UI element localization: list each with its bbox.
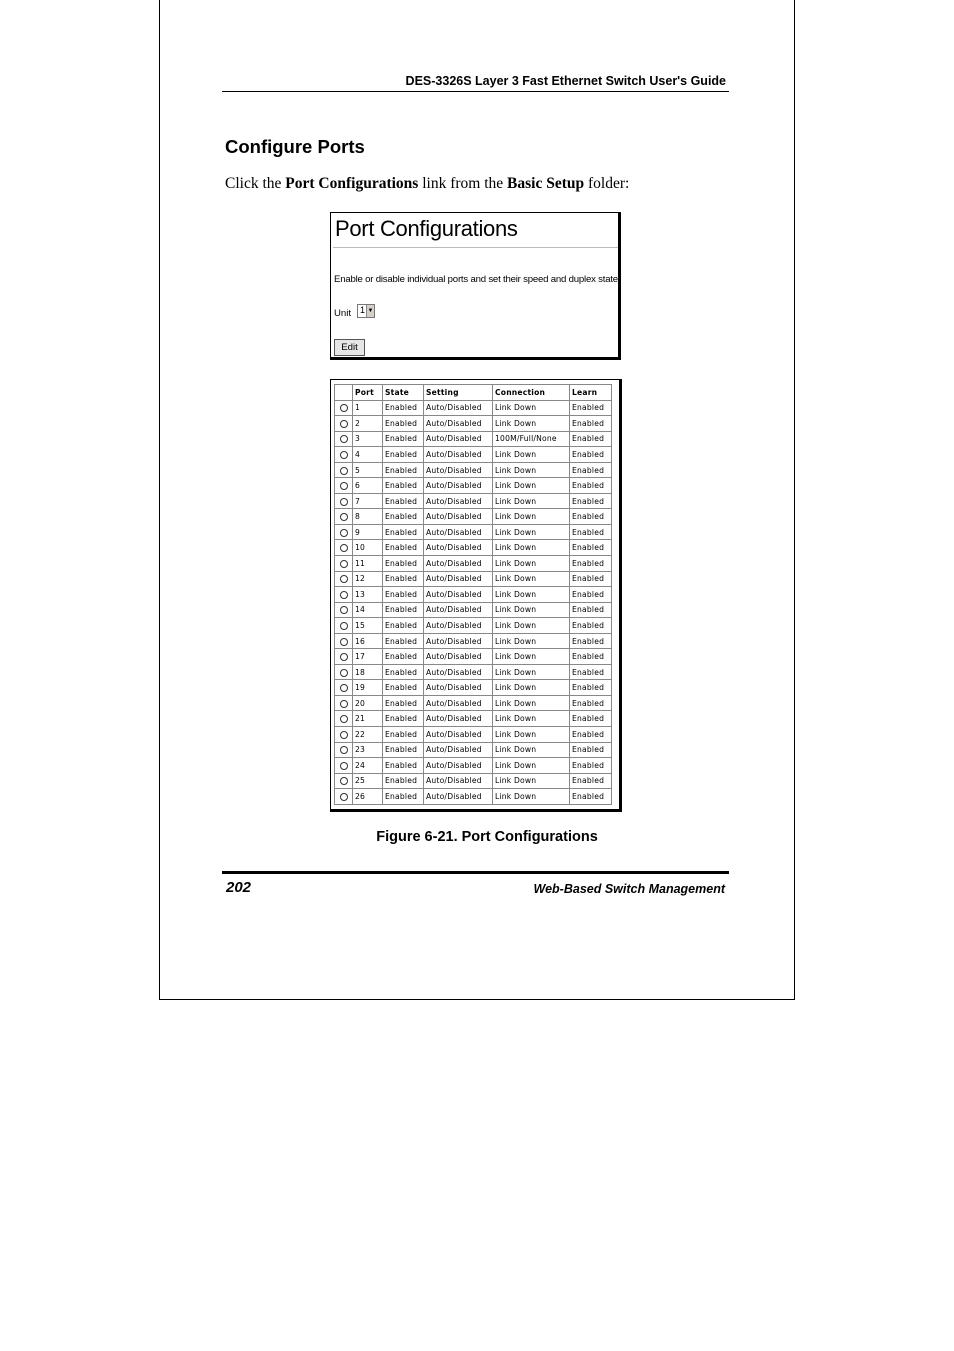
cell-learn: Enabled <box>570 540 612 556</box>
port-radio[interactable] <box>340 715 348 723</box>
row-select-cell <box>335 400 353 416</box>
table-row <box>335 727 612 743</box>
port-radio[interactable] <box>340 435 348 443</box>
port-radio[interactable] <box>340 684 348 692</box>
cell-setting: Auto/Disabled <box>424 649 493 665</box>
cell-port: 12 <box>353 571 383 587</box>
cell-learn: Enabled <box>570 478 612 494</box>
cell-setting: Auto/Disabled <box>424 478 493 494</box>
port-radio[interactable] <box>340 731 348 739</box>
cell-learn: Enabled <box>570 789 612 805</box>
port-radio[interactable] <box>340 762 348 770</box>
cell-connection: Link Down <box>493 602 570 618</box>
cell-setting: Auto/Disabled <box>424 462 493 478</box>
cell-state: Enabled <box>383 587 424 603</box>
port-radio[interactable] <box>340 777 348 785</box>
cell-setting: Auto/Disabled <box>424 695 493 711</box>
cell-state: Enabled <box>383 773 424 789</box>
cell-learn: Enabled <box>570 587 612 603</box>
table-row <box>335 758 612 774</box>
cell-learn: Enabled <box>570 556 612 572</box>
cell-learn: Enabled <box>570 649 612 665</box>
cell-setting: Auto/Disabled <box>424 447 493 463</box>
cell-setting: Auto/Disabled <box>424 789 493 805</box>
cell-setting: Auto/Disabled <box>424 400 493 416</box>
cell-state: Enabled <box>383 618 424 634</box>
table-row <box>335 524 612 540</box>
cell-setting: Auto/Disabled <box>424 571 493 587</box>
cell-connection: Link Down <box>493 618 570 634</box>
cell-port: 15 <box>353 618 383 634</box>
cell-learn: Enabled <box>570 758 612 774</box>
cell-connection: 100M/Full/None <box>493 431 570 447</box>
cell-learn: Enabled <box>570 400 612 416</box>
chevron-down-icon[interactable]: ▼ <box>366 305 374 317</box>
cell-learn: Enabled <box>570 462 612 478</box>
table-row <box>335 773 612 789</box>
cell-port: 8 <box>353 509 383 525</box>
unit-select-value: 1 <box>360 305 366 315</box>
header-port: Port <box>353 385 383 401</box>
footer-rule <box>222 871 729 874</box>
row-select-cell <box>335 587 353 603</box>
cell-setting: Auto/Disabled <box>424 556 493 572</box>
cell-port: 26 <box>353 789 383 805</box>
table-row <box>335 509 612 525</box>
cell-port: 3 <box>353 431 383 447</box>
cell-learn: Enabled <box>570 571 612 587</box>
port-radio[interactable] <box>340 700 348 708</box>
cell-port: 24 <box>353 758 383 774</box>
port-radio[interactable] <box>340 498 348 506</box>
cell-connection: Link Down <box>493 742 570 758</box>
row-select-cell <box>335 540 353 556</box>
table-row <box>335 571 612 587</box>
panel-description: Enable or disable individual ports and set their speed and duplex state. <box>334 274 621 285</box>
header-select <box>335 385 353 401</box>
unit-select[interactable] <box>357 304 375 318</box>
port-radio[interactable] <box>340 575 348 583</box>
row-select-cell <box>335 680 353 696</box>
figure-caption: Figure 6-21. Port Configurations <box>376 829 598 845</box>
cell-connection: Link Down <box>493 695 570 711</box>
table-row <box>335 664 612 680</box>
unit-label: Unit <box>334 308 352 319</box>
cell-state: Enabled <box>383 431 424 447</box>
cell-port: 16 <box>353 633 383 649</box>
table-row <box>335 618 612 634</box>
cell-setting: Auto/Disabled <box>424 773 493 789</box>
table-row <box>335 447 612 463</box>
cell-connection: Link Down <box>493 400 570 416</box>
cell-state: Enabled <box>383 711 424 727</box>
cell-setting: Auto/Disabled <box>424 431 493 447</box>
row-select-cell <box>335 633 353 649</box>
table-header-row <box>335 385 612 401</box>
row-select-cell <box>335 556 353 572</box>
cell-port: 4 <box>353 447 383 463</box>
row-select-cell <box>335 493 353 509</box>
cell-state: Enabled <box>383 400 424 416</box>
cell-learn: Enabled <box>570 416 612 432</box>
cell-state: Enabled <box>383 664 424 680</box>
port-radio[interactable] <box>340 653 348 661</box>
table-row <box>335 493 612 509</box>
cell-connection: Link Down <box>493 789 570 805</box>
cell-connection: Link Down <box>493 649 570 665</box>
cell-port: 23 <box>353 742 383 758</box>
port-radio[interactable] <box>340 544 348 552</box>
port-table-panel <box>330 379 622 812</box>
running-footer: Web-Based Switch Management <box>533 882 725 896</box>
table-row <box>335 556 612 572</box>
cell-port: 11 <box>353 556 383 572</box>
cell-state: Enabled <box>383 462 424 478</box>
row-select-cell <box>335 742 353 758</box>
cell-connection: Link Down <box>493 462 570 478</box>
table-row <box>335 649 612 665</box>
port-radio[interactable] <box>340 451 348 459</box>
row-select-cell <box>335 509 353 525</box>
cell-port: 10 <box>353 540 383 556</box>
cell-port: 6 <box>353 478 383 494</box>
port-radio[interactable] <box>340 513 348 521</box>
header-state: State <box>383 385 424 401</box>
table-row <box>335 587 612 603</box>
table-row <box>335 711 612 727</box>
cell-setting: Auto/Disabled <box>424 416 493 432</box>
cell-state: Enabled <box>383 602 424 618</box>
cell-state: Enabled <box>383 789 424 805</box>
cell-port: 1 <box>353 400 383 416</box>
cell-port: 9 <box>353 524 383 540</box>
port-radio[interactable] <box>340 622 348 630</box>
cell-port: 14 <box>353 602 383 618</box>
cell-learn: Enabled <box>570 524 612 540</box>
cell-connection: Link Down <box>493 447 570 463</box>
table-row <box>335 602 612 618</box>
cell-port: 18 <box>353 664 383 680</box>
cell-setting: Auto/Disabled <box>424 758 493 774</box>
cell-state: Enabled <box>383 493 424 509</box>
cell-connection: Link Down <box>493 478 570 494</box>
cell-connection: Link Down <box>493 416 570 432</box>
table-row <box>335 742 612 758</box>
section-title: Configure Ports <box>225 136 365 157</box>
row-select-cell <box>335 758 353 774</box>
cell-connection: Link Down <box>493 711 570 727</box>
cell-state: Enabled <box>383 556 424 572</box>
row-select-cell <box>335 602 353 618</box>
cell-state: Enabled <box>383 509 424 525</box>
cell-port: 13 <box>353 587 383 603</box>
cell-connection: Link Down <box>493 727 570 743</box>
row-select-cell <box>335 695 353 711</box>
table-row <box>335 400 612 416</box>
cell-state: Enabled <box>383 680 424 696</box>
port-radio[interactable] <box>340 467 348 475</box>
cell-connection: Link Down <box>493 633 570 649</box>
cell-learn: Enabled <box>570 742 612 758</box>
header-learn: Learn <box>570 385 612 401</box>
cell-connection: Link Down <box>493 540 570 556</box>
header-setting: Setting <box>424 385 493 401</box>
header-connection: Connection <box>493 385 570 401</box>
cell-state: Enabled <box>383 695 424 711</box>
cell-connection: Link Down <box>493 509 570 525</box>
row-select-cell <box>335 664 353 680</box>
port-radio[interactable] <box>340 560 348 568</box>
cell-state: Enabled <box>383 633 424 649</box>
cell-setting: Auto/Disabled <box>424 618 493 634</box>
port-radio[interactable] <box>340 638 348 646</box>
cell-port: 25 <box>353 773 383 789</box>
table-row <box>335 680 612 696</box>
table-row <box>335 478 612 494</box>
intro-link-port-configurations: Port Configurations <box>285 175 419 192</box>
intro-link-basic-setup: Basic Setup <box>507 175 585 192</box>
row-select-cell <box>335 773 353 789</box>
cell-setting: Auto/Disabled <box>424 680 493 696</box>
cell-connection: Link Down <box>493 664 570 680</box>
cell-learn: Enabled <box>570 773 612 789</box>
port-radio[interactable] <box>340 420 348 428</box>
intro-mid: link from the <box>422 175 504 192</box>
row-select-cell <box>335 649 353 665</box>
cell-setting: Auto/Disabled <box>424 509 493 525</box>
row-select-cell <box>335 711 353 727</box>
table-row <box>335 633 612 649</box>
header-rule <box>222 91 729 92</box>
cell-port: 22 <box>353 727 383 743</box>
cell-setting: Auto/Disabled <box>424 711 493 727</box>
cell-connection: Link Down <box>493 587 570 603</box>
cell-port: 21 <box>353 711 383 727</box>
table-row <box>335 462 612 478</box>
row-select-cell <box>335 447 353 463</box>
intro-paragraph <box>225 175 629 193</box>
cell-connection: Link Down <box>493 493 570 509</box>
row-select-cell <box>335 431 353 447</box>
table-row <box>335 431 612 447</box>
cell-state: Enabled <box>383 649 424 665</box>
row-select-cell <box>335 462 353 478</box>
cell-setting: Auto/Disabled <box>424 633 493 649</box>
cell-port: 20 <box>353 695 383 711</box>
cell-state: Enabled <box>383 540 424 556</box>
cell-setting: Auto/Disabled <box>424 587 493 603</box>
cell-learn: Enabled <box>570 493 612 509</box>
port-radio[interactable] <box>340 793 348 801</box>
cell-connection: Link Down <box>493 524 570 540</box>
row-select-cell <box>335 478 353 494</box>
cell-port: 19 <box>353 680 383 696</box>
table-row <box>335 789 612 805</box>
cell-setting: Auto/Disabled <box>424 727 493 743</box>
port-config-panel <box>330 212 621 360</box>
cell-state: Enabled <box>383 571 424 587</box>
cell-connection: Link Down <box>493 680 570 696</box>
cell-setting: Auto/Disabled <box>424 602 493 618</box>
port-radio[interactable] <box>340 404 348 412</box>
port-radio[interactable] <box>340 669 348 677</box>
cell-setting: Auto/Disabled <box>424 524 493 540</box>
port-radio[interactable] <box>340 606 348 614</box>
row-select-cell <box>335 571 353 587</box>
row-select-cell <box>335 789 353 805</box>
intro-pre: Click the <box>225 175 282 192</box>
cell-port: 5 <box>353 462 383 478</box>
cell-connection: Link Down <box>493 758 570 774</box>
port-radio[interactable] <box>340 746 348 754</box>
table-row <box>335 416 612 432</box>
port-radio[interactable] <box>340 482 348 490</box>
cell-learn: Enabled <box>570 680 612 696</box>
intro-post: folder: <box>587 175 630 192</box>
row-select-cell <box>335 727 353 743</box>
cell-state: Enabled <box>383 478 424 494</box>
running-header: DES-3326S Layer 3 Fast Ethernet Switch User's Guide <box>405 74 726 88</box>
cell-learn: Enabled <box>570 695 612 711</box>
cell-learn: Enabled <box>570 727 612 743</box>
row-select-cell <box>335 416 353 432</box>
edit-button[interactable]: Edit <box>334 339 365 356</box>
cell-setting: Auto/Disabled <box>424 540 493 556</box>
cell-state: Enabled <box>383 727 424 743</box>
row-select-cell <box>335 524 353 540</box>
cell-learn: Enabled <box>570 602 612 618</box>
cell-learn: Enabled <box>570 509 612 525</box>
port-table <box>334 384 612 805</box>
cell-port: 17 <box>353 649 383 665</box>
cell-state: Enabled <box>383 524 424 540</box>
cell-state: Enabled <box>383 758 424 774</box>
page-number: 202 <box>226 879 252 896</box>
row-select-cell <box>335 618 353 634</box>
cell-setting: Auto/Disabled <box>424 664 493 680</box>
cell-setting: Auto/Disabled <box>424 742 493 758</box>
table-row <box>335 540 612 556</box>
cell-learn: Enabled <box>570 618 612 634</box>
cell-state: Enabled <box>383 742 424 758</box>
cell-learn: Enabled <box>570 431 612 447</box>
cell-state: Enabled <box>383 416 424 432</box>
table-row <box>335 695 612 711</box>
port-radio[interactable] <box>340 529 348 537</box>
port-radio[interactable] <box>340 591 348 599</box>
cell-connection: Link Down <box>493 571 570 587</box>
cell-connection: Link Down <box>493 773 570 789</box>
cell-learn: Enabled <box>570 447 612 463</box>
cell-port: 7 <box>353 493 383 509</box>
cell-learn: Enabled <box>570 664 612 680</box>
cell-port: 2 <box>353 416 383 432</box>
cell-setting: Auto/Disabled <box>424 493 493 509</box>
cell-learn: Enabled <box>570 711 612 727</box>
cell-state: Enabled <box>383 447 424 463</box>
panel-rule <box>333 247 618 248</box>
panel-title: Port Configurations <box>335 216 518 241</box>
cell-learn: Enabled <box>570 633 612 649</box>
cell-connection: Link Down <box>493 556 570 572</box>
